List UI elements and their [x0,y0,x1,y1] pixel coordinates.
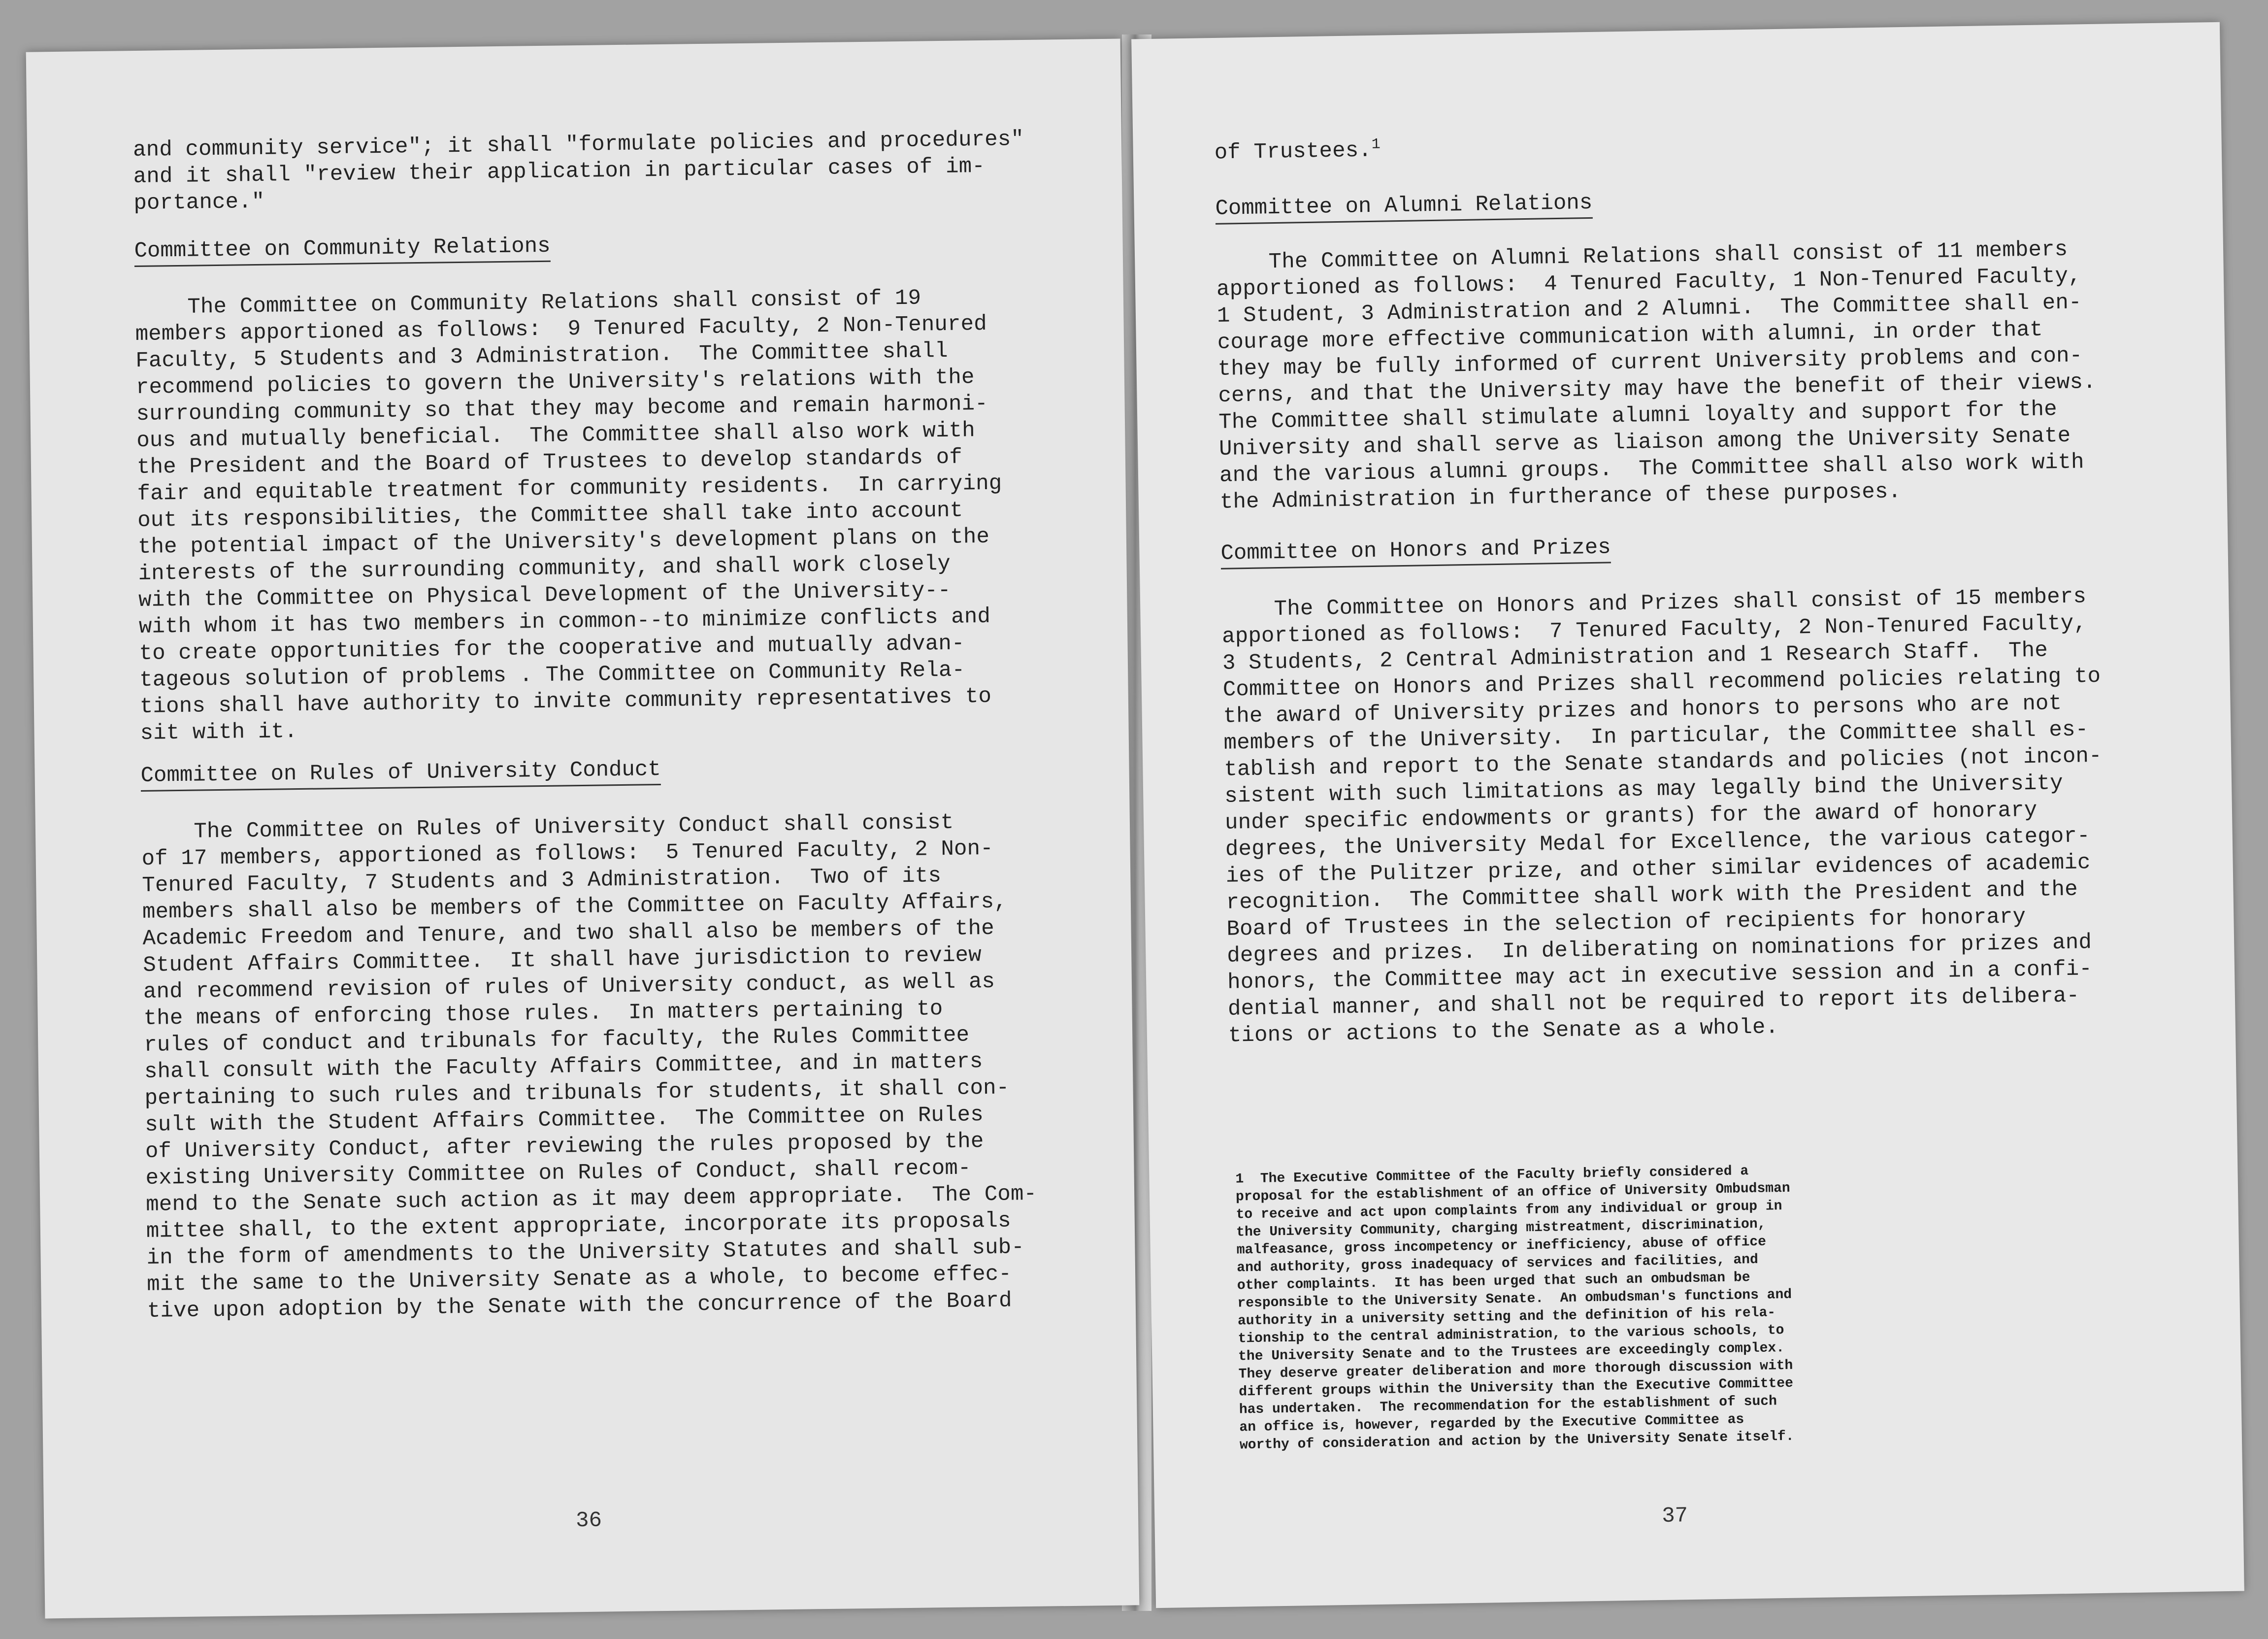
intro-paragraph: and community service"; it shall "formulate policies and procedures" and it shall "review their application in particular cases of im- portance." [132,127,1024,216]
alumni-relations-heading: Committee on Alumni Relations [1215,190,1593,225]
trustees-text: of Trustees. [1214,138,1372,166]
left-page [26,39,1140,1619]
honors-prizes-body: The Committee on Honors and Prizes shall consist of 15 members apportioned as follows: 7 Tenured Faculty, 2 Non-Tenured Faculty, 3 Students, 2 Central Administration and 1 Research Staff. The Committee on Honors and Prizes shall recommend policies relating to the award of University prizes and honors to persons who are not members of the University. In particular, the Committee shall es- tablish and report to the Senate standards and policies (not incon- sistent with such limitations as may legally bind the University under specific endowments or grants) for the award of honorary degrees, the University Medal for Excellence, the various categor- ies of the Pulitzer prize, and other similar evidences of academic recognition. The Committee shall work with the President and the Board of Trustees in the selection of recipients for honorary degrees and prizes. In deliberating on nominations for prizes and honors, the Committee may act in executive session and in a confi- dential manner, and shall not be required to report its delibera- tions or actions to the Senate as a whole. [1221,584,2103,1048]
alumni-relations-body: The Committee on Alumni Relations shall consist of 11 members apportioned as follows: 4 Tenured Faculty, 1 Non-Tenured Faculty, 1 Student, 3 Administration and 2 Alumni. The Committee shall en- courage more effective communication with alumni, in order that they may be fully informed of current University problems and con- cerns, and that the University may have the benefit of their views. The Committee shall stimulate alumni loyalty and support for the University and shall serve as liaison among the University Senate and the various alumni groups. The Committee shall also work with the Administration in furtherance of these purposes. [1216,237,2097,515]
community-relations-body: The Committee on Community Relations shall consist of 19 members apportioned as follows: 9 Tenured Faculty, 2 Non-Tenured Faculty, 5 Students and 3 Administration. The Committee shall recommend policies to govern the University's relations with the surrounding community so that they may become and remain harmoni- ous and mutually beneficial. The Committee shall also work with the President and the Board of Trustees to develop standards of fair and equitable treatment for community residents. In carrying out its responsibilities, the Committee shall take into account the potential impact of the University's development plans on the interests of the surrounding community, and shall work closely with the Committee on Physical Development of the University-- with whom it has two members in common--to minimize conflicts and to create opportunities for the cooperative and mutually advan- tageous solution of problems . The Committee on Community Rela- tions shall have authority to invite community representatives to sit with it. [134,286,1002,746]
right-page [1131,22,2244,1608]
community-relations-heading: Committee on Community Relations [134,233,551,267]
page-number-37: 37 [1661,1504,1688,1529]
footnote-marker: 1 [1371,136,1381,153]
rules-conduct-body: The Committee on Rules of University Conduct shall consist of 17 members, apportioned as follows: 5 Tenured Faculty, 2 Non- Tenured Faculty, 7 Students and 3 Administration. Two of its members shall also be members of the Committee on Faculty Affairs, Academic Freedom and Tenure, and two shall also be members of the Student Affairs Committee. It shall have jurisdiction to review and recommend revision of rules of University conduct, as well as the means of enforcing those rules. In matters pertaining to rules of conduct and tribunals for faculty, the Rules Committee shall consult with the Faculty Affairs Committee, and in matters pertaining to such rules and tribunals for students, it shall con- sult with the Student Affairs Committee. The Committee on Rules of University Conduct, after reviewing the rules proposed by the existing University Committee on Rules of Conduct, shall recom- mend to the Senate such action as it may deem appropriate. The Com- mittee shall, to the extent appropriate, incorporate its proposals in the form of amendments to the University Statutes and shall sub- mit the same to the University Senate as a whole, to become effec- tive upon adoption by the Senate with the concurrence of the Board [141,810,1037,1324]
rules-conduct-heading: Committee on Rules of University Conduct [140,756,661,792]
ombudsman-footnote: 1 The Executive Committee of the Faculty briefly considered a proposal for the establishment of an office of University Ombudsman to receive and act upon complaints from any individual or group in the University Community, charging mistreatment, discrimination, malfeasance, gross incompetency or inefficiency, abuse of office and authority, gross inadequacy of services and facilities, and other complaints. It has been urged that such an ombudsman be responsible to the University Senate. An ombudsman's functions and authority in a university setting and the definition of his rela- tionship to the central administration, to the various schools, to the University Senate and to the Trustees are exceedingly complex. They deserve greater deliberation and more thorough discussion with different groups within the University than the Executive Committee has undertaken. The recommendation for the establishment of such an office is, however, regarded by the Executive Committee as worthy of consideration and action by the University Senate itself. [1235,1164,1794,1453]
page-number-36: 36 [575,1508,602,1534]
trustees-continuation [1214,132,1381,167]
honors-prizes-heading: Committee on Honors and Prizes [1220,534,1611,569]
